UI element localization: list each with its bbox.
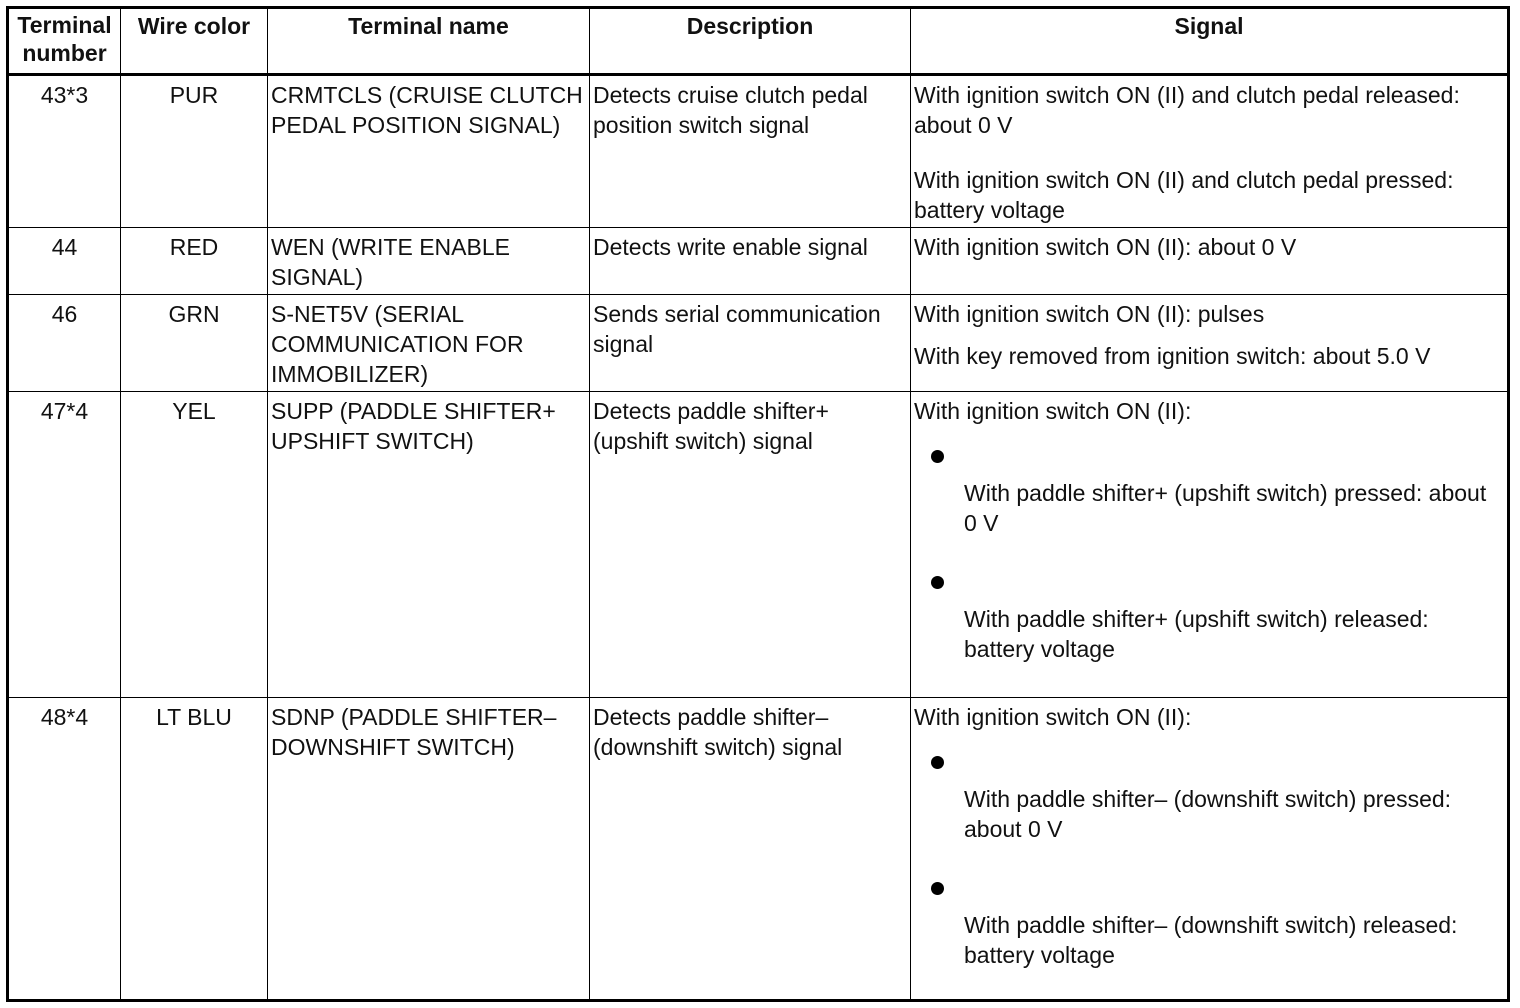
terminal-name-cell: SDNP (PADDLE SHIFTER– DOWNSHIFT SWITCH) — [268, 698, 590, 1001]
wire-color-cell: GRN — [121, 295, 268, 392]
terminal-number-cell: 46 — [8, 295, 121, 392]
description-cell: Detects paddle shifter– (downshift switch) signal — [590, 698, 911, 1001]
header-wire-color: Wire color — [121, 8, 268, 75]
signal-bullet-text: With paddle shifter– (downshift switch) pressed: about 0 V — [964, 786, 1452, 842]
description-cell: Sends serial communication signal — [590, 295, 911, 392]
wire-color-cell: LT BLU — [121, 698, 268, 1001]
header-terminal-name: Terminal name — [268, 8, 590, 75]
terminal-table — [6, 6, 1510, 1002]
table-row — [8, 392, 1509, 698]
terminal-name-cell: SUPP (PADDLE SHIFTER+ UPSHIFT SWITCH) — [268, 392, 590, 698]
signal-bullet-item — [914, 880, 1504, 970]
signal-lead: With ignition switch ON (II): — [914, 398, 1192, 424]
header-signal: Signal — [911, 8, 1509, 75]
signal-line: With ignition switch ON (II): pulses — [914, 301, 1265, 327]
wire-color-cell: PUR — [121, 75, 268, 228]
terminal-name-cell: S-NET5V (SERIAL COMMUNICATION FOR IMMOBILIZER) — [268, 295, 590, 392]
terminal-number-cell: 47*4 — [8, 392, 121, 698]
signal-cell — [911, 698, 1509, 1001]
terminal-name-cell: WEN (WRITE ENABLE SIGNAL) — [268, 228, 590, 295]
bullet-icon — [931, 450, 944, 463]
signal-cell — [911, 392, 1509, 698]
table-row — [8, 295, 1509, 392]
bullet-icon — [931, 576, 944, 589]
terminal-number-cell: 48*4 — [8, 698, 121, 1001]
header-description: Description — [590, 8, 911, 75]
table-row — [8, 75, 1509, 228]
signal-bullet-text: With paddle shifter+ (upshift switch) pressed: about 0 V — [964, 480, 1487, 536]
table-row — [8, 698, 1509, 1001]
terminal-number-cell: 43*3 — [8, 75, 121, 228]
signal-cell — [911, 75, 1509, 228]
terminal-number-cell: 44 — [8, 228, 121, 295]
bullet-icon — [931, 756, 944, 769]
signal-bullet-item — [914, 448, 1504, 538]
signal-bullet-item — [914, 754, 1504, 844]
signal-bullet-text: With paddle shifter+ (upshift switch) released: battery voltage — [964, 606, 1429, 662]
signal-bullet-item — [914, 574, 1504, 664]
header-terminal-number: Terminal number — [8, 8, 121, 75]
signal-line: With key removed from ignition switch: about 5.0 V — [914, 343, 1431, 369]
signal-line: With ignition switch ON (II): about 0 V — [914, 234, 1297, 260]
bullet-icon — [931, 882, 944, 895]
signal-line: With ignition switch ON (II) and clutch pedal released: about 0 V — [914, 82, 1460, 138]
wire-color-cell: RED — [121, 228, 268, 295]
terminal-name-cell: CRMTCLS (CRUISE CLUTCH PEDAL POSITION SIGNAL) — [268, 75, 590, 228]
description-cell: Detects write enable signal — [590, 228, 911, 295]
signal-bullet-text: With paddle shifter– (downshift switch) released: battery voltage — [964, 912, 1458, 968]
signal-cell — [911, 295, 1509, 392]
wire-color-cell: YEL — [121, 392, 268, 698]
table-row — [8, 228, 1509, 295]
table-header-row — [8, 8, 1509, 75]
description-cell: Detects cruise clutch pedal position switch signal — [590, 75, 911, 228]
signal-line: With ignition switch ON (II) and clutch pedal pressed: battery voltage — [914, 167, 1454, 223]
signal-lead: With ignition switch ON (II): — [914, 704, 1192, 730]
signal-cell — [911, 228, 1509, 295]
description-cell: Detects paddle shifter+ (upshift switch) signal — [590, 392, 911, 698]
